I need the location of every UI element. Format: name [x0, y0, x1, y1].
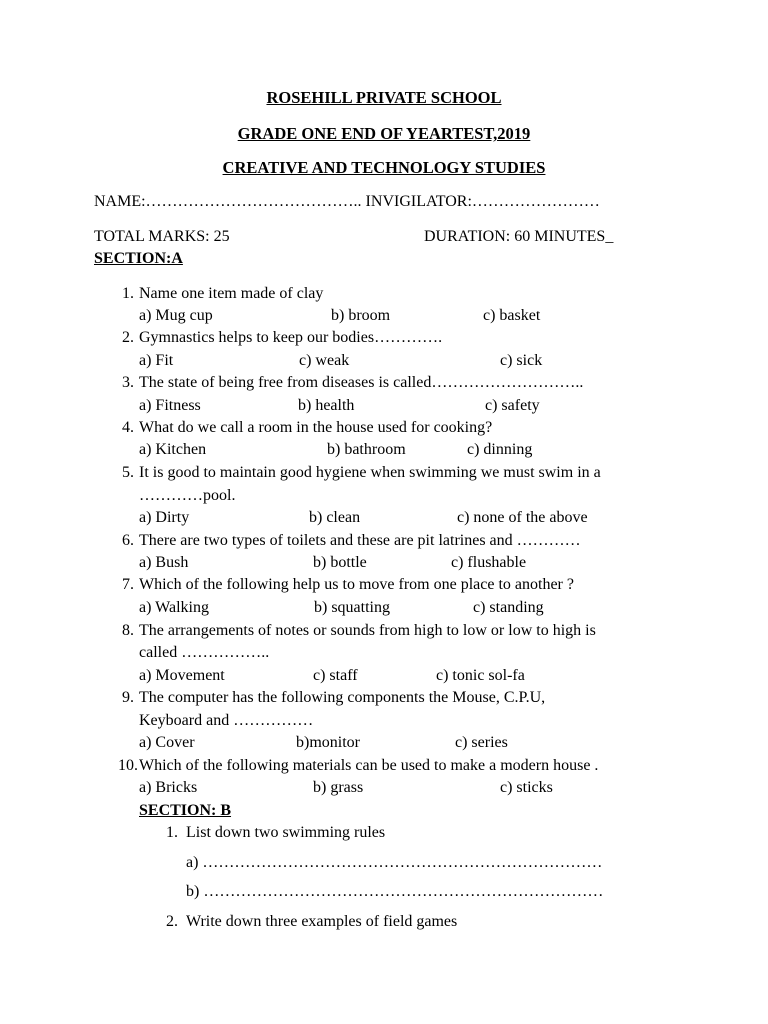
question-number: 6.: [122, 532, 134, 549]
option-b: b)monitor: [296, 734, 360, 751]
question-number: 3.: [122, 374, 134, 391]
option-c: c) flushable: [451, 554, 527, 571]
option-a: a) Fitness: [139, 397, 201, 414]
question-text-continued: Keyboard and ……………: [139, 712, 314, 729]
question-number: 9.: [122, 689, 134, 706]
question-number: 5.: [122, 464, 134, 481]
option-c: c) sticks: [500, 779, 553, 796]
option-c: c) safety: [485, 397, 540, 414]
option-a: a) Mug cup: [139, 307, 213, 324]
question-number: 2.: [122, 329, 134, 346]
question-number: 1.: [166, 824, 178, 841]
total-marks: TOTAL MARKS: 25: [94, 228, 230, 245]
question-number: 8.: [122, 622, 134, 639]
question-text-continued: called ……………..: [139, 644, 270, 661]
question-text: Which of the following help us to move from one place to another ?: [139, 576, 574, 593]
question-text: Write down three examples of field games: [186, 913, 458, 930]
section-a-title: SECTION:A: [94, 250, 183, 267]
option-a: a) Walking: [139, 599, 209, 616]
option-b: b) clean: [309, 509, 361, 526]
answer-line-a: a) …………………………………………………………………: [186, 854, 603, 871]
question-text: The computer has the following components the Mouse, C.P.U,: [139, 689, 546, 706]
option-a: a) Movement: [139, 667, 225, 684]
exam-title: GRADE ONE END OF YEARTEST,2019: [237, 124, 531, 143]
option-c: c) dinning: [467, 441, 533, 458]
section-b-title: SECTION: B: [139, 802, 232, 819]
option-a: a) Dirty: [139, 509, 190, 526]
question-number: 2.: [166, 913, 178, 930]
question-text: Which of the following materials can be used to make a modern house .: [139, 757, 599, 774]
option-c: c) tonic sol-fa: [436, 667, 525, 684]
question-text: The arrangements of notes or sounds from high to low or low to high is: [139, 622, 596, 639]
option-b: b) broom: [331, 307, 391, 324]
duration: DURATION: 60 MINUTES_: [424, 228, 614, 245]
question-text: The state of being free from diseases is called………………………..: [139, 374, 584, 391]
name-invigilator-line: NAME:………………………………….. INVIGILATOR:……………………: [94, 193, 600, 210]
option-c: c) sick: [500, 352, 543, 369]
option-c: c) standing: [473, 599, 544, 616]
question-text: There are two types of toilets and these are pit latrines and …………: [139, 532, 581, 549]
option-b: b) health: [298, 397, 355, 414]
option-a: a) Cover: [139, 734, 195, 751]
option-b: b) bottle: [313, 554, 367, 571]
question-text: It is good to maintain good hygiene when swimming we must swim in a: [139, 464, 601, 481]
option-b: c) weak: [299, 352, 350, 369]
question-number: 4.: [122, 419, 134, 436]
option-c: c) series: [455, 734, 508, 751]
option-a: a) Kitchen: [139, 441, 207, 458]
school-name: ROSEHILL PRIVATE SCHOOL: [266, 88, 502, 107]
question-number: 10.: [118, 757, 138, 774]
option-b: b) squatting: [314, 599, 390, 616]
question-number: 1.: [122, 285, 134, 302]
question-text: Name one item made of clay: [139, 285, 324, 302]
option-b: c) staff: [313, 667, 358, 684]
option-b: b) grass: [313, 779, 364, 796]
option-b: b) bathroom: [327, 441, 406, 458]
option-a: a) Bush: [139, 554, 189, 571]
option-c: c) none of the above: [457, 509, 588, 526]
option-c: c) basket: [483, 307, 541, 324]
question-text: Gymnastics helps to keep our bodies………….: [139, 329, 443, 346]
question-text: What do we call a room in the house used for cooking?: [139, 419, 493, 436]
option-a: a) Fit: [139, 352, 174, 369]
question-text-continued: …………pool.: [139, 487, 236, 504]
subject-title: CREATIVE AND TECHNOLOGY STUDIES: [222, 158, 546, 177]
answer-line-b: b) …………………………………………………………………: [186, 883, 604, 900]
question-text: List down two swimming rules: [186, 824, 386, 841]
question-number: 7.: [122, 576, 134, 593]
option-a: a) Bricks: [139, 779, 198, 796]
